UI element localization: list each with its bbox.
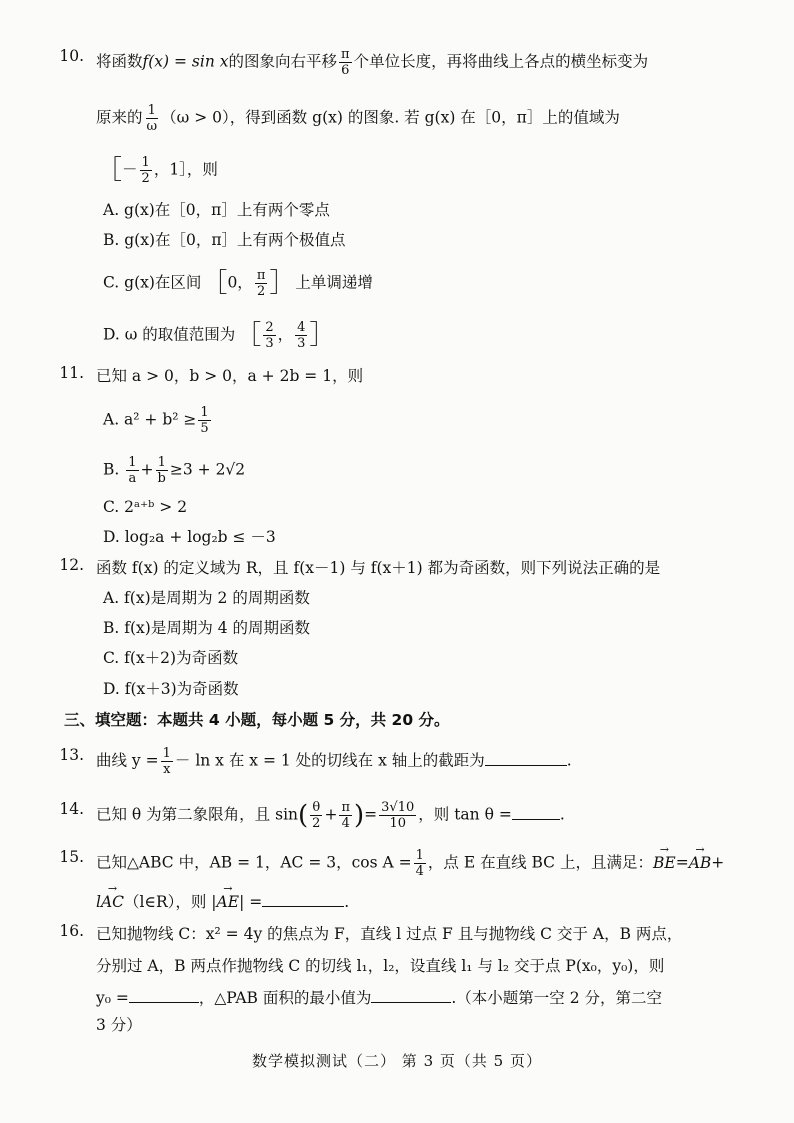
q16-answer-blank-2[interactable] [371, 986, 451, 1003]
q11-stem: 已知 a > 0，b > 0，a + 2b = 1，则 [96, 367, 364, 385]
q14-number: 14. [59, 800, 84, 818]
q13-answer-blank[interactable] [485, 749, 567, 766]
q10-number: 10. [59, 47, 84, 65]
q11-option-b: B. $\frac{1}{a}$ + $\frac{1}{b}$ ≥3 + 2√2 [103, 455, 246, 486]
q11-option-c: C. 2ᵃ⁺ᵇ > 2 [103, 498, 188, 516]
q15-number: 15. [59, 848, 84, 866]
q14-answer-blank[interactable] [512, 803, 560, 820]
q15-line1: 已知△ABC 中，AB = 1，AC = 3，cos A = $\frac{1}{4}$ ，点 E 在直线 BC 上，且满足：→ BE=→ AB+ [96, 848, 724, 879]
q14-text: 已知 θ 为第二象限角，且 sin( $\frac{\theta}{2}$ + $\frac{\pi}{4}$ )= $\frac{3√10}{10}$ ，则 tan θ = . [96, 800, 565, 831]
q10-option-b: B. g(x)在［0，π］上有两个极值点 [103, 231, 346, 249]
q16-line4: 3 分） [96, 1016, 142, 1034]
q10-shift-fraction: $\frac{\pi}{6}$ [341, 47, 350, 78]
q15-answer-blank[interactable] [262, 890, 344, 907]
q13-text: 曲线 y = $\frac{1}{x}$ － ln x 在 x = 1 处的切线在 x 轴上的截距为 . [96, 746, 572, 777]
q13-number: 13. [59, 746, 84, 764]
q11-option-a: A. a² + b² ≥ $\frac{1}{5}$ [103, 405, 209, 436]
q12-option-d: D. f(x＋3)为奇函数 [103, 680, 239, 698]
q11-option-d: D. log₂a + log₂b ≤ －3 [103, 528, 276, 546]
q10-line3: ［－ $\frac{1}{2}$ ，1］，则 [96, 155, 218, 186]
q10-omega-fraction: $\frac{1}{\omega}$ [146, 103, 158, 134]
q16-line2: 分别过 A，B 两点作抛物线 C 的切线 l₁，l₂，设直线 l₁ 与 l₂ 交于点 P(x₀，y₀)，则 [96, 957, 665, 975]
q16-line1: 已知抛物线 C：x² = 4y 的焦点为 F，直线 l 过点 F 且与抛物线 C 交于 A，B 两点， [96, 925, 683, 943]
q10-option-a: A. g(x)在［0，π］上有两个零点 [103, 201, 330, 219]
q10-line1: 将函数f(x) = sin x的图象向右平移 $\frac{\pi}{6}$ 个单位长度，再将曲线上各点的横坐标变为 [96, 47, 649, 78]
q12-option-c: C. f(x＋2)为奇函数 [103, 649, 239, 667]
q10-option-c: C. g(x)在区间［0， $\frac{\pi}{2}$ ］上单调递增 [103, 268, 373, 299]
q10-range-fraction: $\frac{1}{2}$ [141, 155, 150, 186]
q11-number: 11. [59, 364, 84, 382]
q10-line2: 原来的 $\frac{1}{\omega}$ （ω > 0），得到函数 g(x) 的图象. 若 g(x) 在［0，π］上的值域为 [96, 103, 620, 134]
q16-number: 16. [59, 922, 84, 940]
page-footer: 数学模拟测试（二） 第 3 页（共 5 页） [252, 1052, 542, 1070]
q15-line2: l→ AC（l∈R），则 |→ AE| = . [96, 890, 349, 914]
q12-option-a: A. f(x)是周期为 2 的周期函数 [103, 589, 310, 607]
q12-option-b: B. f(x)是周期为 4 的周期函数 [103, 619, 311, 637]
q16-line3: y₀ = ，△PAB 面积的最小值为 .（本小题第一空 2 分，第二空 [96, 986, 662, 1010]
q10-option-d: D. ω 的取值范围为［ $\frac{2}{3}$ ， $\frac{4}{3}$ ］ [103, 320, 336, 351]
q16-answer-blank-1[interactable] [129, 986, 199, 1003]
q12-stem: 函数 f(x) 的定义域为 R，且 f(x－1) 与 f(x＋1) 都为奇函数，则下列说法正确的是 [96, 559, 661, 577]
section-3-heading: 三、填空题：本题共 4 小题，每小题 5 分，共 20 分。 [64, 711, 450, 729]
q12-number: 12. [59, 556, 84, 574]
